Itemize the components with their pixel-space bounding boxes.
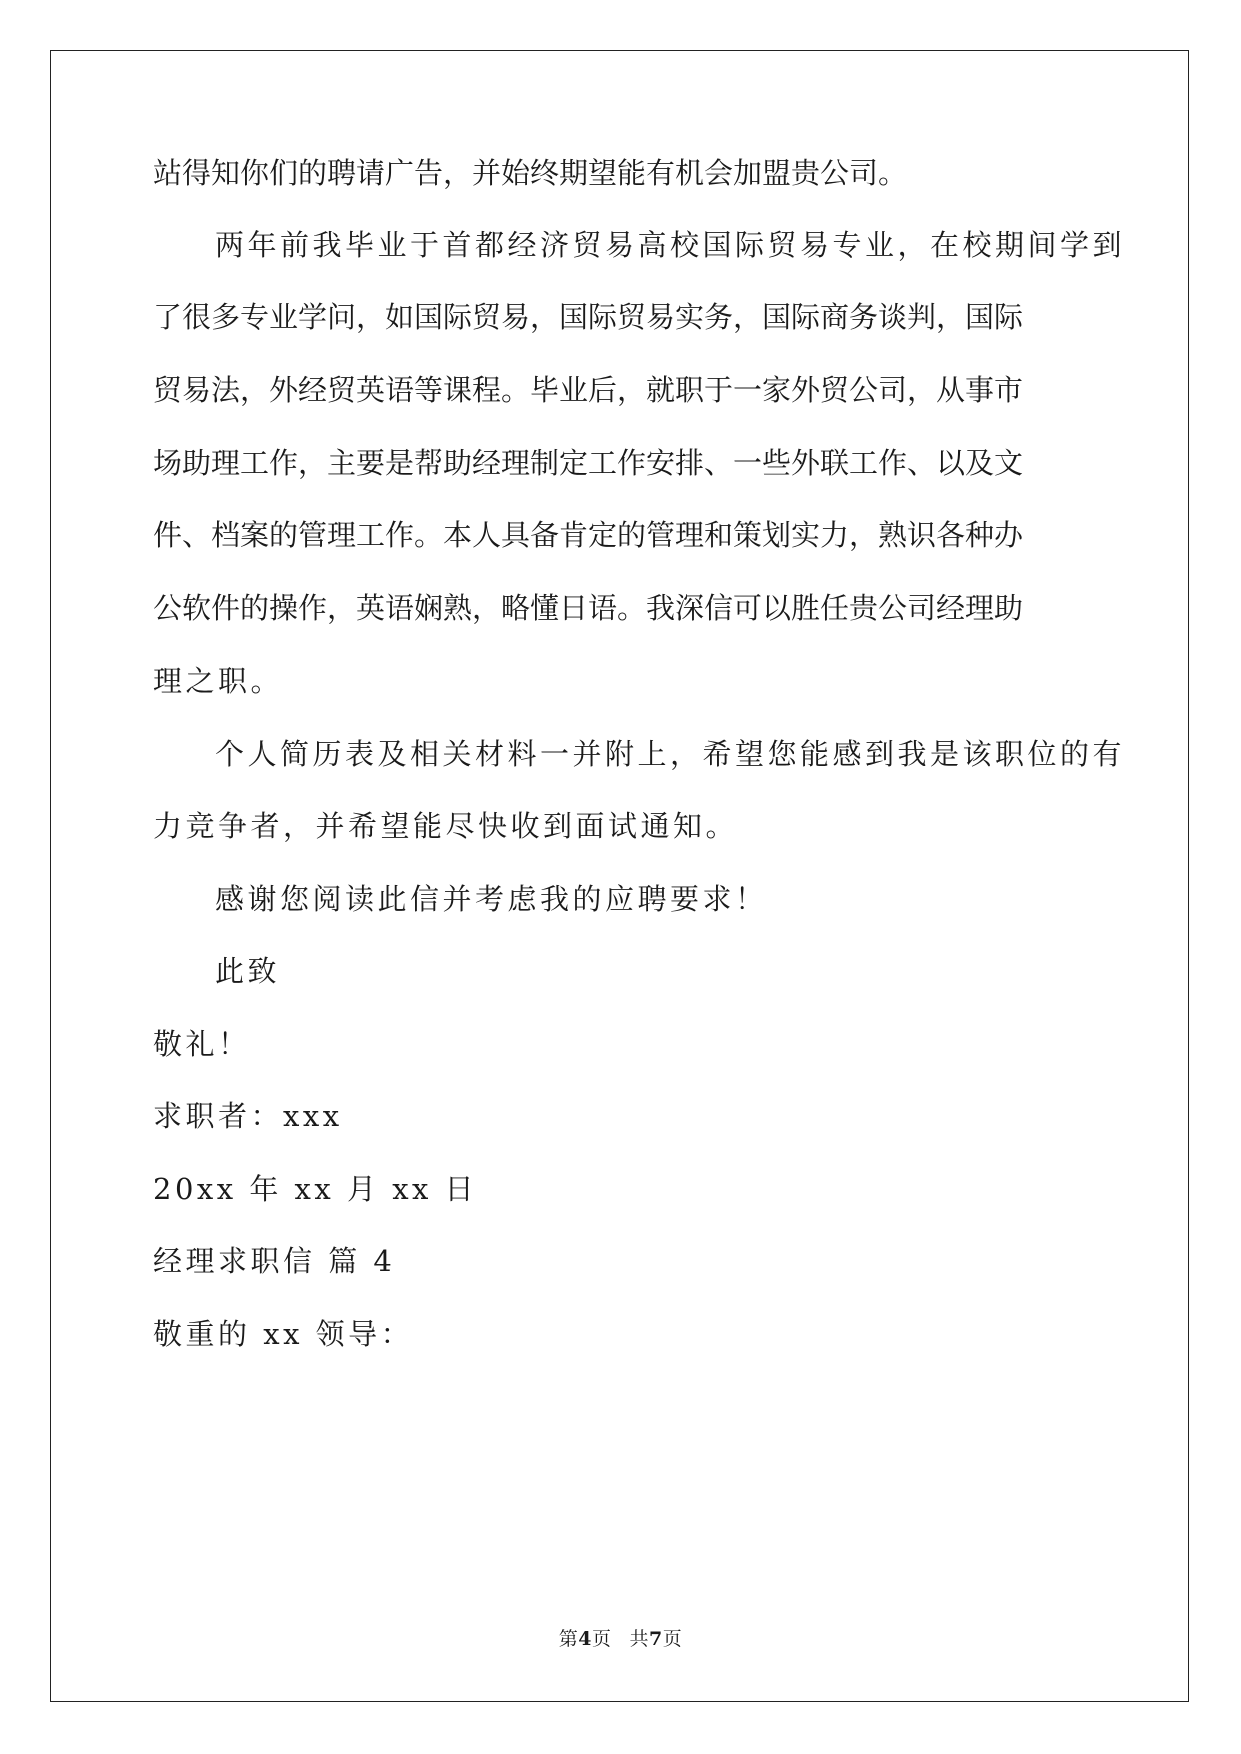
total-suffix: 页: [662, 1628, 683, 1650]
page-total: 7: [649, 1628, 663, 1650]
greeting-line: 敬重的 xx 领导：: [153, 1317, 414, 1351]
page-mid: 页: [591, 1628, 612, 1650]
total-prefix: 共: [629, 1628, 650, 1650]
paragraph-2-line-2: 力竞争者，并希望能尽快收到面试通知。: [153, 809, 739, 843]
section-heading: 经理求职信 篇 4: [153, 1244, 396, 1278]
paragraph-2-line-1: 个人简历表及相关材料一并附上，希望您能感到我是该职位的有: [215, 737, 1126, 771]
letter-date: 20xx 年 xx 月 xx 日: [153, 1172, 478, 1206]
paragraph-1-line-6: 公软件的操作，英语娴熟，略懂日语。我深信可以胜任贵公司经理助: [153, 591, 1024, 625]
paragraph-1-line-7: 理之职。: [153, 664, 284, 698]
page-prefix: 第: [558, 1628, 579, 1650]
closing-regards: 敬礼！: [153, 1027, 251, 1061]
page-number-footer: [0, 1624, 1241, 1651]
paragraph-1-line-2: 了很多专业学问，如国际贸易，国际贸易实务，国际商务谈判，国际: [153, 300, 1024, 334]
page-current: 4: [578, 1628, 592, 1650]
paragraph-1-line-5: 件、档案的管理工作。本人具备肯定的管理和策划实力，熟识各种办: [153, 518, 1024, 552]
paragraph-1-line-4: 场助理工作，主要是帮助经理制定工作安排、一些外联工作、以及文: [153, 446, 1024, 480]
body-line-1: 站得知你们的聘请广告，并始终期望能有机会加盟贵公司。: [153, 156, 908, 190]
applicant-signature: 求职者：xxx: [153, 1099, 343, 1133]
thanks-line: 感谢您阅读此信并考虑我的应聘要求！: [215, 882, 768, 916]
paragraph-1-line-3: 贸易法，外经贸英语等课程。毕业后，就职于一家外贸公司，从事市: [153, 373, 1024, 407]
closing-salutation: 此致: [215, 954, 281, 988]
paragraph-1-line-1: 两年前我毕业于首都经济贸易高校国际贸易专业，在校期间学到: [215, 228, 1126, 262]
